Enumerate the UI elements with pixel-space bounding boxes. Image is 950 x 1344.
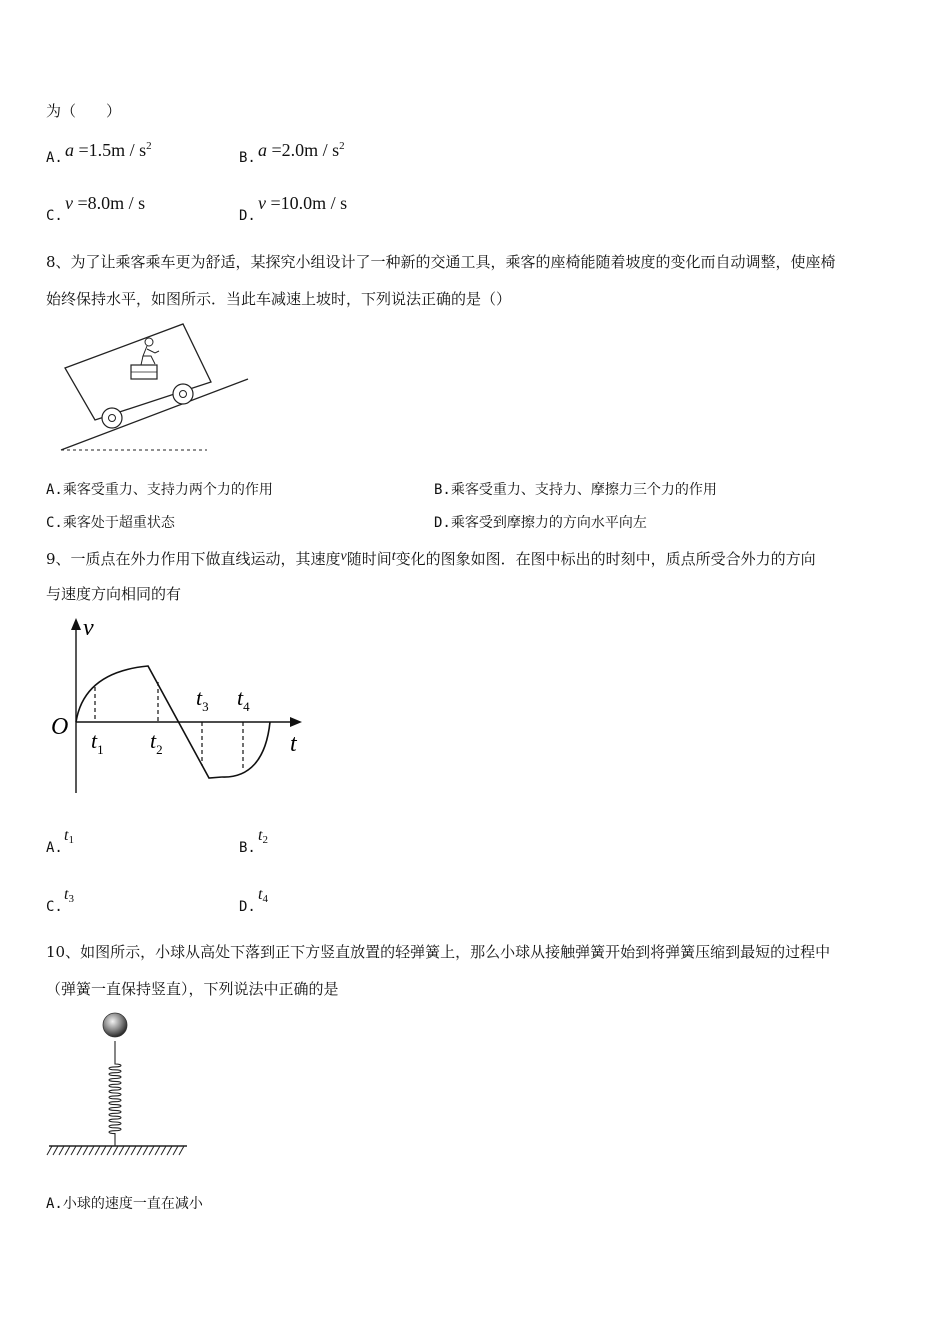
graph-t4-label: $t_4$ <box>237 685 250 714</box>
q9-option-d-label: D. <box>239 899 256 915</box>
q9-option-a-value: $t_1$ <box>64 827 74 846</box>
graph-x-axis-label: t <box>290 731 297 757</box>
q10-text-line2: （弹簧一直保持竖直），下列说法中正确的是 <box>46 980 339 998</box>
graph-t1-label: $t_1$ <box>91 728 104 757</box>
q9-text-line1: 9、一质点在外力作用下做直线运动，其速度v随时间t变化的图象如图．在图中标出的时刻中，质点所受合外力的方向 <box>46 549 816 568</box>
q8-vehicle-on-slope-figure <box>55 320 255 455</box>
q7-option-d-formula: v =10.0m / s <box>258 193 348 213</box>
q10-option-a: A.小球的速度一直在减小 <box>46 1196 203 1212</box>
q10-text-line1: 10、如图所示，小球从高处下落到正下方竖直放置的轻弹簧上，那么小球从接触弹簧开始到将弹簧压缩到最短的过程中 <box>46 943 831 961</box>
q8-text-line2: 始终保持水平，如图所示．当此车减速上坡时，下列说法正确的是（） <box>46 290 512 308</box>
q8-option-a: A.乘客受重力、支持力两个力的作用 <box>46 482 273 498</box>
q7-option-d-label: D. <box>239 208 256 224</box>
graph-y-axis-label: v <box>83 615 94 641</box>
q7-option-a-label: A. <box>46 150 63 166</box>
graph-origin-label: O <box>51 714 69 740</box>
q8-option-d: D.乘客受到摩擦力的方向水平向左 <box>434 515 647 531</box>
graph-t2-label: $t_2$ <box>150 728 163 757</box>
graph-t3-label: $t_3$ <box>196 685 209 714</box>
q7-tail: 为（ ） <box>46 102 122 120</box>
q9-text-line2: 与速度方向相同的有 <box>46 585 182 603</box>
q10-ball-spring-figure <box>44 1008 194 1163</box>
q9-velocity-time-graph <box>44 610 314 800</box>
q7-option-b-label: B. <box>239 150 256 166</box>
q9-option-a-label: A. <box>46 840 63 856</box>
q7-option-c-label: C. <box>46 208 63 224</box>
q8-text-line1: 8、为了让乘客乘车更为舒适，某探究小组设计了一种新的交通工具，乘客的座椅能随着坡度的变化而自动调整，使座椅 <box>46 253 836 271</box>
q9-option-b-value: $t_2$ <box>258 827 268 846</box>
q9-option-d-value: $t_4$ <box>258 886 268 905</box>
q8-option-b: B.乘客受重力、支持力、摩擦力三个力的作用 <box>434 482 717 498</box>
q9-option-c-label: C. <box>46 899 63 915</box>
q7-option-b-formula: $a =2.0m / s^2$ <box>258 140 345 160</box>
q9-option-b-label: B. <box>239 840 256 856</box>
q8-option-c: C.乘客处于超重状态 <box>46 515 175 531</box>
q7-option-a-formula: $a =1.5m / s^2$ <box>65 140 152 160</box>
q7-option-c-formula: v =8.0m / s <box>65 193 146 213</box>
q9-option-c-value: $t_3$ <box>64 886 74 905</box>
